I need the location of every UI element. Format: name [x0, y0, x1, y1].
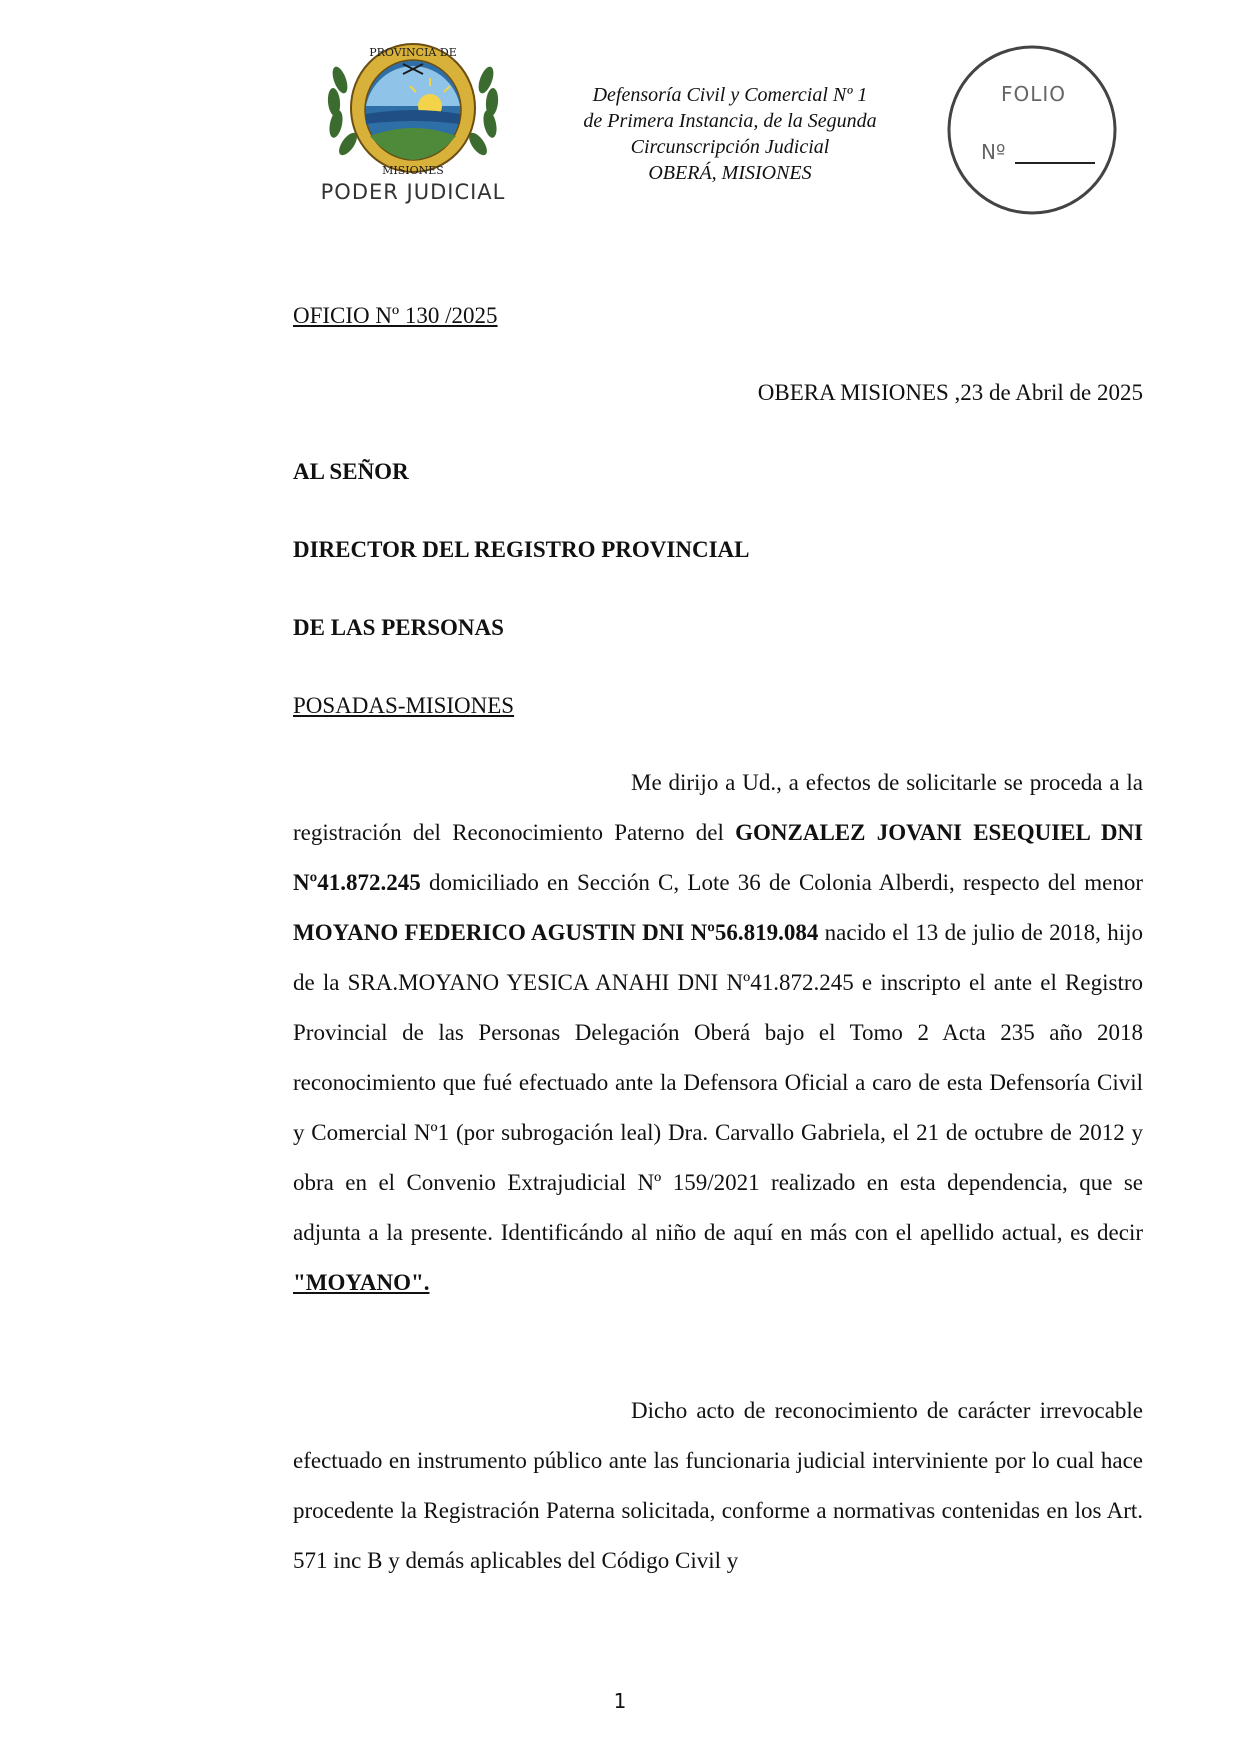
- office-line-2: de Primera Instancia, de la Segunda: [583, 110, 877, 132]
- office-line-1: Defensoría Civil y Comercial Nº 1: [592, 84, 868, 106]
- paragraph-1-text-2: domiciliado en Sección C, Lote 36 de Colonia Alberdi, respecto del menor: [420, 870, 1143, 895]
- oficio-reference: OFICIO Nº 130 /2025: [293, 303, 498, 328]
- recipient-line-2: DIRECTOR DEL REGISTRO PROVINCIAL: [293, 537, 750, 562]
- father-name-dni: GONZALEZ JOVANI ESEQUIEL DNI Nº41.872.245: [293, 820, 1143, 895]
- folio-number-blank: [1015, 162, 1095, 164]
- folio-circle-icon: [945, 44, 1119, 216]
- provincial-seal-icon: [318, 40, 508, 180]
- folio-number-label: Nº: [981, 140, 1006, 164]
- folio-stamp: [945, 44, 1119, 216]
- page-number: 1: [613, 1689, 627, 1713]
- recipient-location: POSADAS-MISIONES: [293, 693, 515, 718]
- seal-top-lettering: PROVINCIA DE: [369, 46, 457, 59]
- office-line-3: Circunscripción Judicial: [630, 136, 830, 158]
- paragraph-1-text-1: Me dirijo a Ud., a efectos de solicitarle se proceda a la registración del Reconocimiento Paterno del: [293, 770, 1143, 845]
- folio-label: FOLIO: [1001, 82, 1067, 106]
- poder-judicial-logo: [318, 40, 508, 212]
- seal-bottom-lettering: MISIONES: [382, 164, 444, 177]
- recipient-line-1: AL SEÑOR: [293, 459, 409, 484]
- surname-emphasis: "MOYANO".: [293, 1270, 430, 1295]
- paragraph-1-text-3: nacido el 13 de julio de 2018, hijo de la SRA.MOYANO YESICA ANAHI DNI Nº41.872.245 e inscripto el ante el Registro Provincial de las Personas Delegación Oberá bajo el Tomo 2 Acta 235 año 2018 reconocimiento que fué efectuado ante la Defensora Oficial a caro de esta Defensoría Civil y Comercial Nº1 (por subrogación leal) Dra. Carvallo Gabriela, el 21 de octubre de 2012 y obra en el Convenio Extrajudicial Nº 159/2021 realizado en esta dependencia, que se adjunta a la presente. Identificándo al niño de aquí en más con el apellido actual, es decir: [293, 920, 1144, 1245]
- recipient-line-3: DE LAS PERSONAS: [293, 615, 504, 640]
- office-line-4: OBERÁ, MISIONES: [648, 162, 812, 184]
- place-date: OBERA MISIONES ,23 de Abril de 2025: [757, 380, 1143, 405]
- logo-caption: PODER JUDICIAL: [320, 180, 506, 204]
- office-heading: [560, 82, 900, 186]
- body-paragraph-2: Dicho acto de reconocimiento de carácter irrevocable efectuado en instrumento público ante las funcionaria judicial interviniente por lo cual hace procedente la Registración Paterna solicitada, conforme a normativas contenidas en los Art. 571 inc B y demás aplicables del Código Civil y: [293, 1398, 1143, 1573]
- body-paragraph-1: [293, 758, 1143, 1308]
- minor-name-dni: MOYANO FEDERICO AGUSTIN DNI Nº56.819.084: [293, 920, 819, 945]
